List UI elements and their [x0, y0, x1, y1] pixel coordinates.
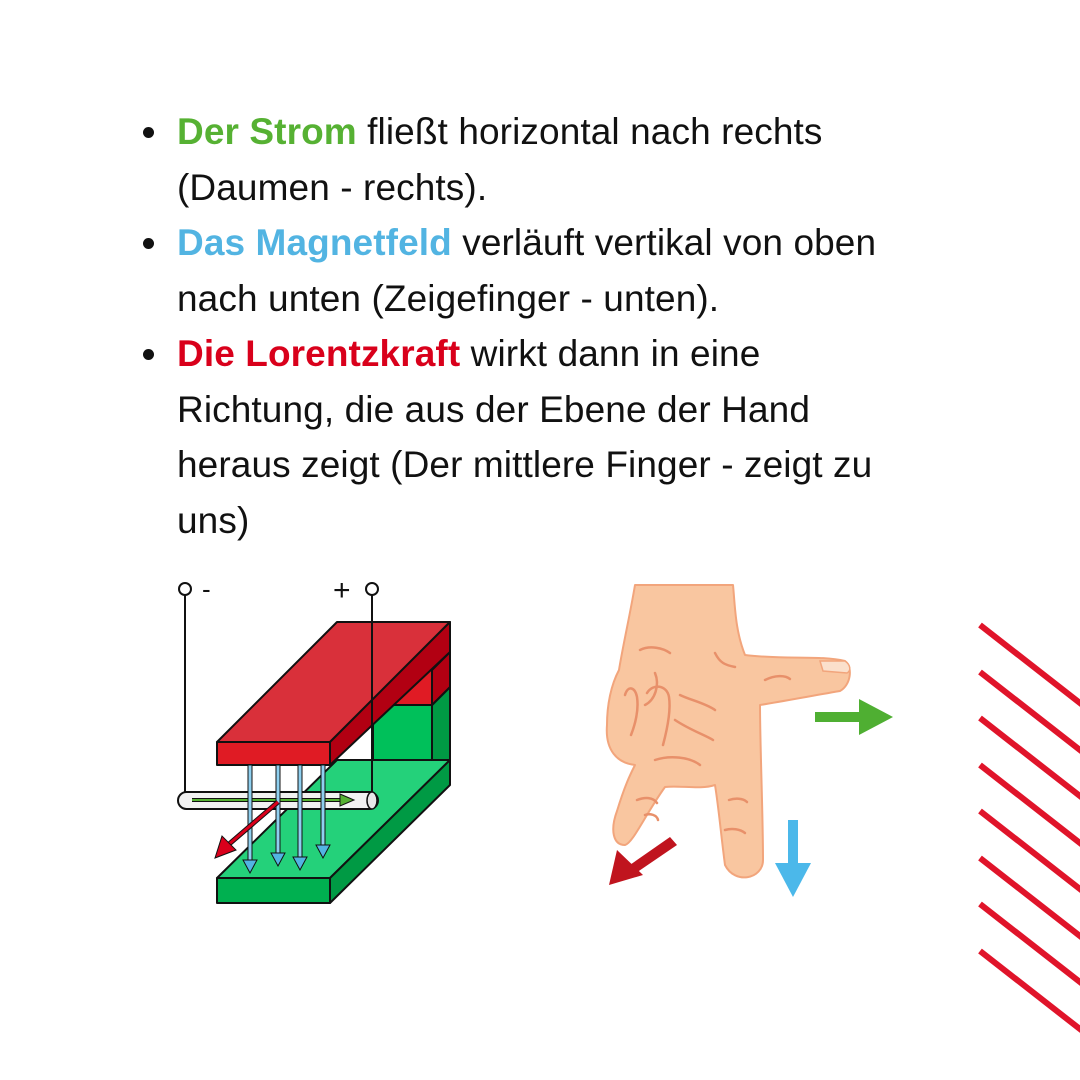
bullet-current	[140, 104, 900, 215]
bullet-dot	[143, 349, 154, 360]
terminal-plus-label: +	[333, 574, 351, 607]
bullet-magnetic-field	[140, 215, 900, 326]
index-field-arrow-icon	[775, 820, 811, 897]
south-magnet-front	[217, 878, 330, 903]
force-label: Die Lorentzkraft	[177, 333, 461, 374]
decorative-stripes	[970, 610, 1080, 1040]
bullet-dot	[143, 238, 154, 249]
current-description: fließt horizontal nach rechts (Daumen - rechts).	[177, 111, 823, 208]
terminal-minus-label: -	[202, 574, 211, 604]
field-label: Das Magnetfeld	[177, 222, 452, 263]
thumb-current-arrow-icon	[815, 699, 893, 735]
bullet-dot	[143, 127, 154, 138]
field-description: verläuft vertikal von oben nach unten (Zeigefinger - unten).	[177, 222, 877, 319]
magnet-diagram	[160, 570, 470, 910]
explanation-list	[140, 104, 900, 548]
current-label: Der Strom	[177, 111, 357, 152]
hand-icon	[607, 585, 850, 877]
bullet-lorentz-force	[140, 326, 900, 548]
terminal-minus-icon	[179, 583, 191, 595]
terminal-plus-icon	[366, 583, 378, 595]
north-magnet-front	[217, 742, 330, 765]
left-hand-rule-illustration	[595, 575, 905, 905]
force-description: wirkt dann in eine Richtung, die aus der Ebene der Hand heraus zeigt (Der mittlere Finger - zeigt zu uns)	[177, 333, 873, 541]
